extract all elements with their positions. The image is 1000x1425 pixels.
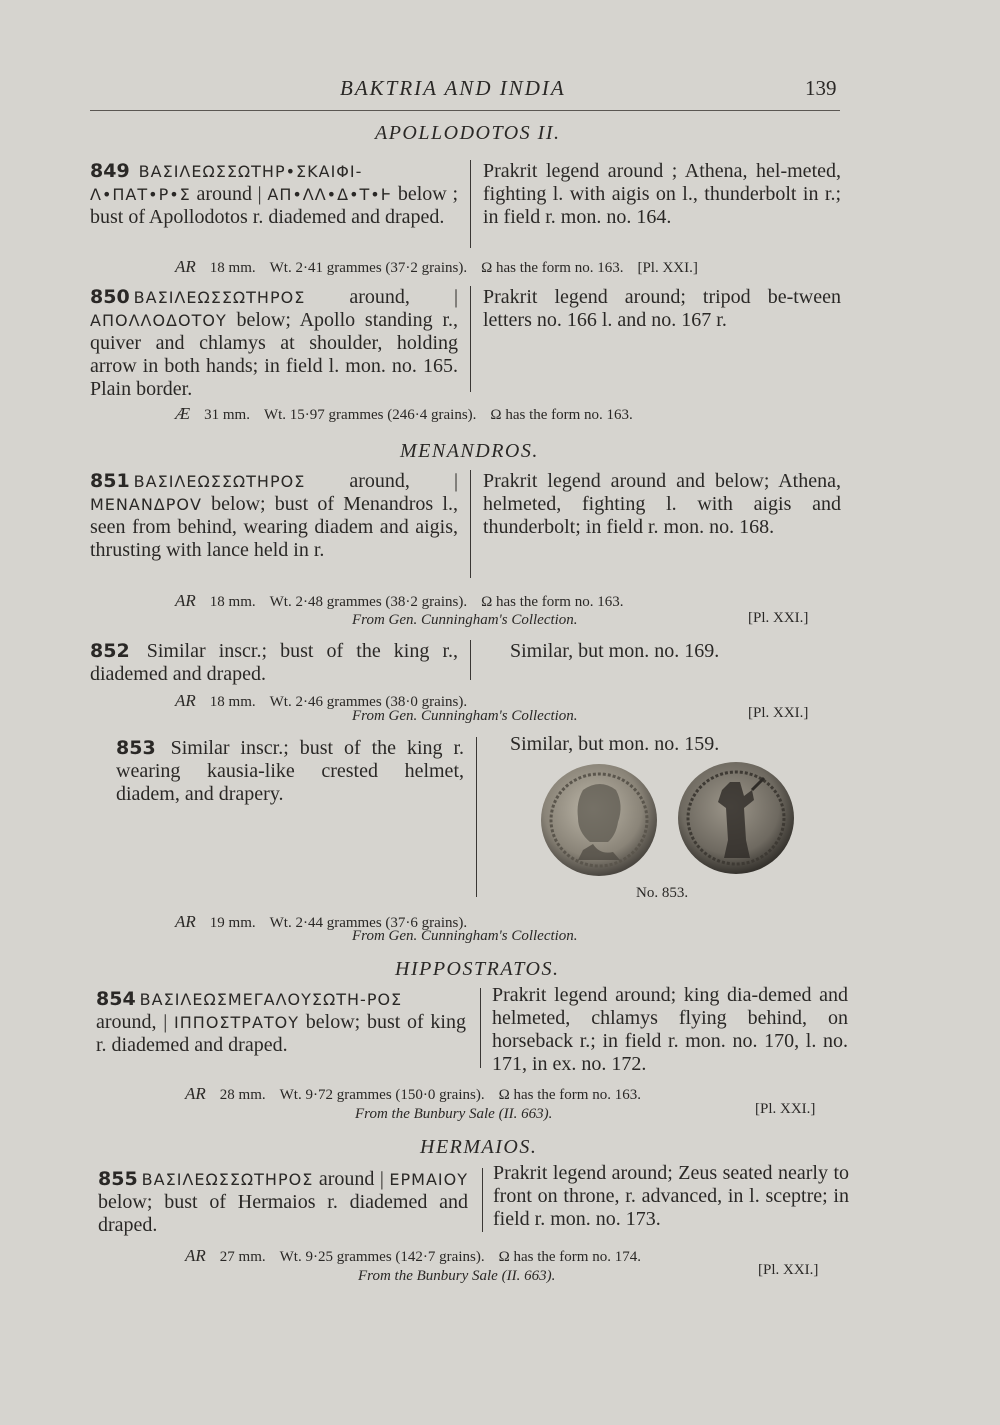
- coin-853-reverse: Similar, but mon. no. 159.: [510, 733, 720, 755]
- greek-legend: ΒΑΣΙΛΕΩΣΜΕΓΑΛΟΥΣΩΤΗ-ΡΟΣ: [139, 990, 403, 1009]
- section-heading-apollodotos: APOLLODOTOS II.: [375, 122, 561, 144]
- obverse-text: around |: [190, 183, 268, 205]
- diameter: 27 mm.: [219, 1249, 266, 1265]
- obverse-text: around, |: [305, 470, 458, 492]
- diameter: 28 mm.: [219, 1087, 266, 1103]
- coin-853-provenance: From Gen. Cunningham's Collection.: [352, 928, 578, 944]
- coin-851-provenance: From Gen. Cunningham's Collection.: [352, 612, 578, 628]
- obverse-text: below; bust of king r. diademed and draped.: [96, 1011, 466, 1056]
- metal-symbol: AR: [175, 691, 196, 710]
- coin-855-provenance: From the Bunbury Sale (II. 663).: [358, 1268, 556, 1284]
- coin-850-obverse: [90, 286, 458, 401]
- coin-851-plate-ref: [Pl. XXI.]: [748, 610, 809, 626]
- form-note: Ω has the form no. 163.: [490, 407, 633, 423]
- metal-symbol: AR: [175, 257, 196, 276]
- weight: Wt. 2·48 grammes (38·2 grains).: [269, 594, 468, 610]
- section-heading-menandros: MENANDROS.: [400, 440, 539, 462]
- greek-legend: ΒΑΣΙΛΕΩΣΣΩΤΗΡΟΣ: [133, 288, 306, 307]
- weight: Wt. 2·46 grammes (38·0 grains).: [269, 694, 468, 710]
- section-heading-hippostratos: HIPPOSTRATOS.: [395, 958, 560, 980]
- diameter: 18 mm.: [209, 594, 256, 610]
- coin-number: 849: [90, 160, 130, 182]
- obverse-text: around |: [313, 1168, 390, 1190]
- form-note: Ω has the form no. 163.: [498, 1087, 641, 1103]
- coin-849-obverse: [90, 160, 458, 229]
- greek-legend: ΒΑΣΙΛΕΩΣΣΩΤΗΡΟΣ: [133, 472, 306, 491]
- greek-legend: Λ•ΠΑΤ•Ρ•Σ: [90, 185, 191, 204]
- metal-symbol: AR: [185, 1084, 206, 1103]
- coin-854-details: [185, 1084, 641, 1104]
- diameter: 18 mm.: [209, 260, 256, 276]
- form-note: Ω has the form no. 163.: [481, 260, 624, 276]
- column-divider: [470, 160, 471, 248]
- weight: Wt. 15·97 grammes (246·4 grains).: [263, 407, 477, 423]
- column-divider: [470, 640, 471, 680]
- obverse-text: below; bust of Hermaios r. diademed and draped.: [98, 1191, 468, 1236]
- coin-851-obverse: [90, 470, 458, 562]
- column-divider: [470, 470, 471, 578]
- coin-853-photograph: [538, 760, 798, 880]
- coin-number: 850: [90, 286, 130, 308]
- plate-ref: [Pl. XXI.]: [637, 260, 698, 276]
- coin-number: 852: [90, 640, 130, 662]
- coin-853-caption: No. 853.: [636, 885, 689, 901]
- weight: Wt. 9·72 grammes (150·0 grains).: [279, 1087, 485, 1103]
- diameter: 19 mm.: [209, 915, 256, 931]
- obverse-text: around, |: [305, 286, 458, 308]
- coin-851-details: [175, 591, 623, 611]
- coin-850-details: [175, 404, 633, 424]
- diameter: 18 mm.: [209, 694, 256, 710]
- metal-symbol: AR: [175, 912, 196, 931]
- coin-852-reverse: Similar, but mon. no. 169.: [510, 640, 720, 662]
- column-divider: [476, 737, 477, 897]
- obverse-text: around, |: [96, 1011, 175, 1033]
- greek-legend: ΑΠ•ΛΛ•Δ•Τ•Ͱ: [267, 185, 393, 204]
- coin-854-reverse: Prakrit legend around; king dia-demed and helmeted, chlamys flying behind, on horseback r.; in field r. mon. no. 170, l. no. 171, in ex. no. 172.: [492, 984, 848, 1075]
- greek-legend: ΕΡΜΑΙΟΥ: [389, 1170, 468, 1189]
- coin-855-details: [185, 1246, 641, 1266]
- obverse-text: below; Apollo standing r., quiver and chlamys at shoulder, holding arrow in both hands; in field l. mon. no. 165. Plain border.: [90, 309, 458, 400]
- coin-number: 853: [116, 737, 156, 759]
- coin-854-obverse: [96, 988, 466, 1057]
- obverse-text: Similar inscr.; bust of the king r., diademed and draped.: [90, 640, 458, 685]
- greek-legend: ΒΑΣΙΛΕΩΣΣΩΤΗΡΟΣ: [141, 1170, 314, 1189]
- coin-852-obverse: [90, 640, 458, 686]
- running-title: BAKTRIA AND INDIA: [340, 76, 566, 100]
- column-divider: [480, 988, 481, 1068]
- coin-854-plate-ref: [Pl. XXI.]: [755, 1101, 816, 1117]
- greek-legend: ΜΕΝΑΝΔΡΟV: [90, 495, 202, 514]
- column-divider: [470, 286, 471, 392]
- coin-852-provenance: From Gen. Cunningham's Collection.: [352, 708, 578, 724]
- weight: Wt. 2·41 grammes (37·2 grains).: [269, 260, 468, 276]
- column-divider: [482, 1168, 483, 1232]
- coin-number: 854: [96, 988, 136, 1010]
- coin-852-plate-ref: [Pl. XXI.]: [748, 705, 809, 721]
- header-rule: [90, 110, 840, 111]
- coin-851-reverse: Prakrit legend around and below; Athena, helmeted, fighting l. with aigis and thunderbolt; in field r. mon. no. 168.: [483, 470, 841, 538]
- weight: Wt. 2·44 grammes (37·6 grains).: [269, 915, 468, 931]
- metal-symbol: AR: [185, 1246, 206, 1265]
- obverse-text: below; bust of Menandros l., seen from behind, wearing diadem and aigis, thrusting with lance held in r.: [90, 493, 458, 561]
- form-note: Ω has the form no. 163.: [481, 594, 624, 610]
- weight: Wt. 9·25 grammes (142·7 grains).: [279, 1249, 485, 1265]
- coin-number: 851: [90, 470, 130, 492]
- coin-855-reverse: Prakrit legend around; Zeus seated nearly to front on throne, r. advanced, in l. sceptre; in field r. mon. no. 173.: [493, 1162, 849, 1230]
- section-heading-hermaios: HERMAIOS.: [420, 1136, 538, 1158]
- greek-legend: ΒΑΣΙΛΕΩΣΣΩΤΗΡ•ΣΚΑΙΦΙ-: [138, 162, 363, 181]
- coin-853-obverse: [116, 737, 464, 806]
- coin-855-obverse: [98, 1168, 468, 1237]
- coin-number: 855: [98, 1168, 138, 1190]
- diameter: 31 mm.: [204, 407, 250, 423]
- metal-symbol: Æ: [175, 404, 191, 423]
- coin-849-details: [175, 257, 698, 277]
- coin-854-provenance: From the Bunbury Sale (II. 663).: [355, 1106, 553, 1122]
- greek-legend: ΑΠΟΛΛΟΔΟΤΟΥ: [90, 311, 227, 330]
- coin-849-reverse: Prakrit legend around ; Athena, hel-meted, fighting l. with aigis on l., thunderbolt in r.; in field r. mon. no. 164.: [483, 160, 841, 228]
- page-number: 139: [805, 76, 837, 100]
- obverse-text: Similar inscr.; bust of the king r. wearing kausia-like crested helmet, diadem, and drapery.: [116, 737, 464, 805]
- obverse-text: below ; bust of Apollodotos r. diademed and draped.: [90, 183, 458, 228]
- coin-photo-svg: [538, 760, 798, 880]
- coin-855-plate-ref: [Pl. XXI.]: [758, 1262, 819, 1278]
- coin-850-reverse: Prakrit legend around; tripod be-tween letters no. 166 l. and no. 167 r.: [483, 286, 841, 331]
- form-note: Ω has the form no. 174.: [498, 1249, 641, 1265]
- greek-legend: ΙΠΠΟΣΤΡΑΤΟΥ: [174, 1013, 300, 1032]
- metal-symbol: AR: [175, 591, 196, 610]
